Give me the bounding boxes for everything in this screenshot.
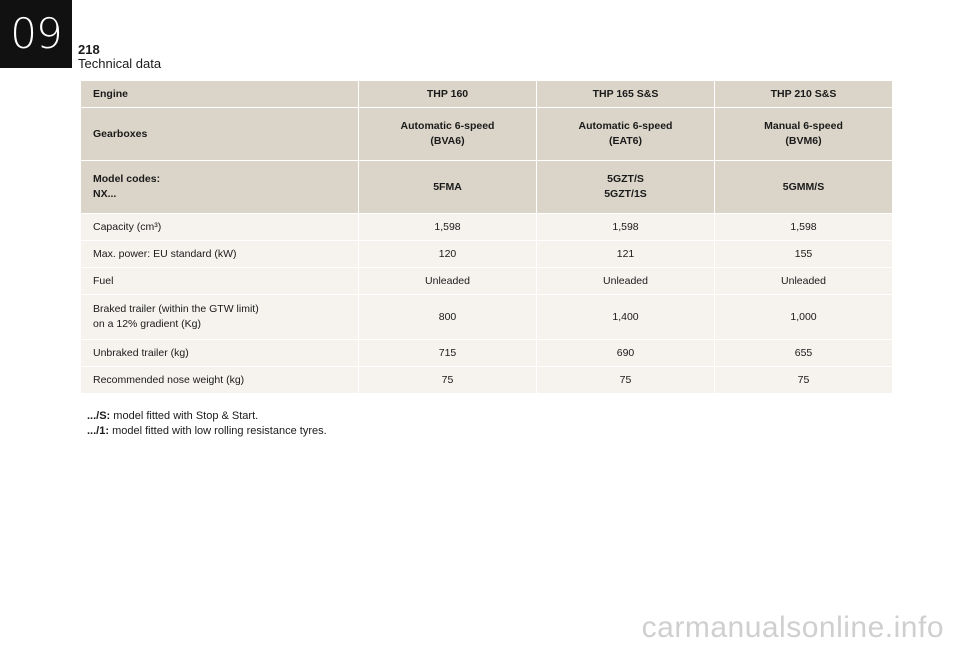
footnote-key: .../1: [87,425,110,437]
gearboxes-row [81,108,893,161]
table-cell: 1,598 [715,214,893,241]
column-header: Engine [81,81,359,108]
row-label: Max. power: EU standard (kW) [81,241,359,268]
column-header: THP 210 S&S [715,81,893,108]
row-label: Recommended nose weight (kg) [81,367,359,394]
table-cell: Manual 6-speed (BVM6) [715,108,893,161]
table-cell: 155 [715,241,893,268]
column-header: THP 165 S&S [537,81,715,108]
column-header: THP 160 [359,81,537,108]
table-cell: 655 [715,340,893,367]
table-cell: 1,598 [537,214,715,241]
table-cell: 1,400 [537,295,715,340]
table-row [81,340,893,367]
row-label: Capacity (cm³) [81,214,359,241]
footnote-text: model fitted with low rolling resistance tyres. [112,425,327,437]
table-cell: Unleaded [537,268,715,295]
table-cell: 5FMA [359,161,537,214]
table-cell: 5GZT/S 5GZT/1S [537,161,715,214]
chapter-number: 09 [10,9,62,58]
watermark: carmanualsonline.info [641,611,944,644]
table-row [81,295,893,340]
table-cell: 75 [715,367,893,394]
footnotes [87,409,327,439]
table-cell: Automatic 6-speed (BVA6) [359,108,537,161]
table-cell: 75 [537,367,715,394]
table-cell: 1,000 [715,295,893,340]
table-cell: Automatic 6-speed (EAT6) [537,108,715,161]
table-cell: 1,598 [359,214,537,241]
page-number: 218 [78,42,100,57]
table-cell: 5GMM/S [715,161,893,214]
chapter-tab [0,0,72,68]
footnote [87,409,327,424]
model-codes-row [81,161,893,214]
footnote-text: model fitted with Stop & Start. [113,410,259,422]
table-cell: 75 [359,367,537,394]
footnote-key: .../S: [87,410,111,422]
engine-spec-table [80,80,893,394]
table-row [81,241,893,268]
table-header-row [81,81,893,108]
table-cell: Unleaded [715,268,893,295]
row-label: Fuel [81,268,359,295]
table-cell: 690 [537,340,715,367]
table-cell: 120 [359,241,537,268]
row-label: Model codes: NX... [81,161,359,214]
table-cell: 121 [537,241,715,268]
table-cell: 800 [359,295,537,340]
table-cell: Unleaded [359,268,537,295]
table-cell: 715 [359,340,537,367]
footnote [87,424,327,439]
row-label: Gearboxes [81,108,359,161]
table-row [81,268,893,295]
row-label: Braked trailer (within the GTW limit) on a 12% gradient (Kg) [81,295,359,340]
section-title: Technical data [78,56,162,71]
table-row [81,214,893,241]
table-row [81,367,893,394]
row-label: Unbraked trailer (kg) [81,340,359,367]
